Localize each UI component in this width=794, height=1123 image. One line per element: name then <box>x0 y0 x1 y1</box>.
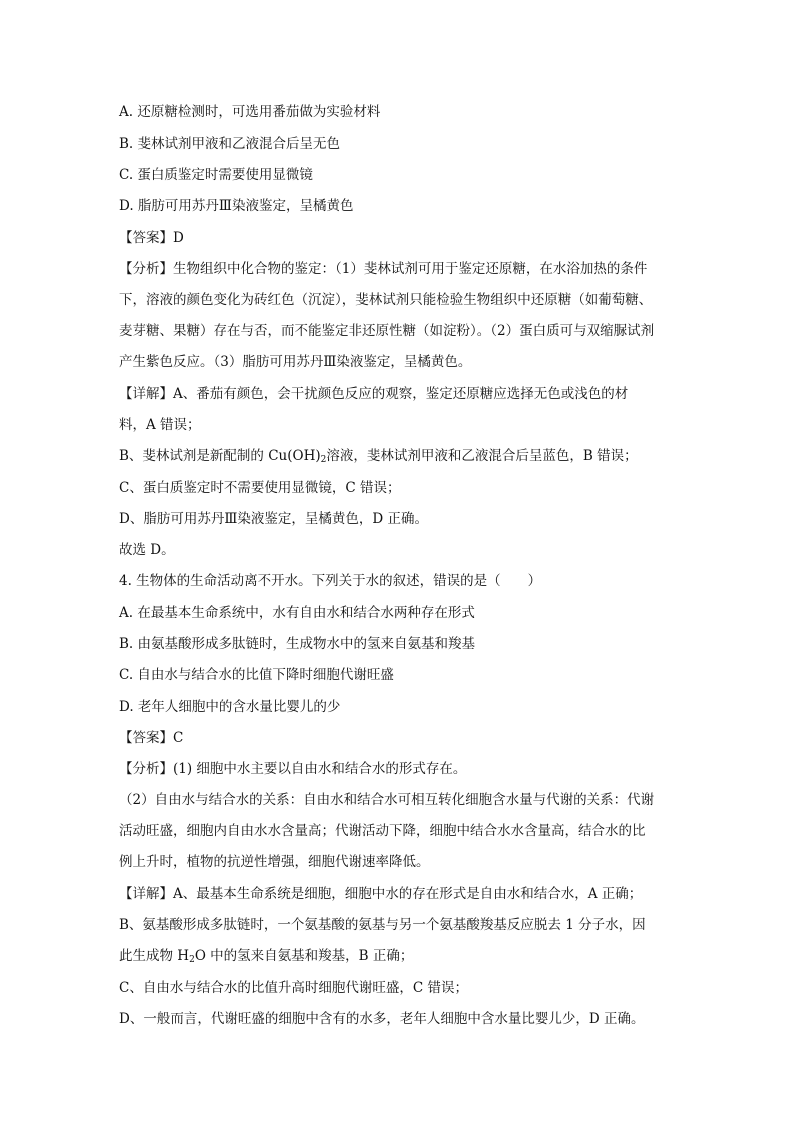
q4-detail-line: B、氨基酸形成多肽链时，一个氨基酸的氨基与另一个氨基酸羧基反应脱去 1 分子水，因 <box>119 917 646 933</box>
q3-detail-line: 料，A 错误； <box>119 417 201 433</box>
q3-detail-line: C、蛋白质鉴定时不需要使用显微镜，C 错误； <box>119 480 401 496</box>
q4-analysis-line: 活动旺盛，细胞内自由水水含量高；代谢活动下降，细胞中结合水水含量高，结合水的比 <box>119 823 646 839</box>
q4-stem: 4. 生物体的生命活动离不开水。下列关于水的叙述，错误的是（ ） <box>119 573 542 589</box>
q4-detail-3-subscript: 2 <box>189 955 195 965</box>
q4-detail-line-h2o <box>119 946 413 970</box>
q3-analysis-line: 【分析】生物组织中化合物的鉴定：（1）斐林试剂可用于鉴定还原糖，在水浴加热的条件 <box>119 261 648 277</box>
q3-detail-b-post: 溶液，斐林试剂甲液和乙液混合后呈蓝色，B 错误； <box>326 448 638 464</box>
q4-analysis-line: 例上升时，植物的抗逆性增强，细胞代谢速率降低。 <box>119 854 430 870</box>
q4-detail-line: C、自由水与结合水的比值升高时细胞代谢旺盛，C 错误； <box>119 980 468 996</box>
q3-detail-b-subscript: 2 <box>320 455 327 465</box>
q4-detail-3-pre: 此生成物 H <box>119 948 190 964</box>
q4-analysis-line: （2）自由水与结合水的关系：自由水和结合水可相互转化细胞含水量与代谢的关系：代谢 <box>119 792 655 808</box>
q3-conclusion: 故选 D。 <box>119 542 175 558</box>
q3-detail-b-pre: B、斐林试剂是新配制的 Cu(OH) <box>119 448 321 464</box>
q4-detail-3-post: O 中的氢来自氨基和羧基，B 正确； <box>194 948 414 964</box>
q3-option-c: C. 蛋白质鉴定时需要使用显微镜 <box>119 167 313 183</box>
q3-analysis-line: 下，溶液的颜色变化为砖红色（沉淀），斐林试剂只能检验生物组织中还原糖（如葡萄糖、 <box>119 292 653 308</box>
q4-option-b: B. 由氨基酸形成多肽链时，生成物水中的氢来自氨基和羧基 <box>119 636 476 652</box>
q4-option-a: A. 在最基本生命系统中，水有自由水和结合水两种存在形式 <box>119 605 475 621</box>
q4-detail-line: D、一般而言，代谢旺盛的细胞中含有的水多，老年人细胞中含水量比婴儿少，D 正确。 <box>119 1011 645 1027</box>
q3-answer: 【答案】D <box>119 230 184 246</box>
q3-detail-line: D、脂肪可用苏丹Ⅲ染液鉴定，呈橘黄色，D 正确。 <box>119 511 428 527</box>
q4-answer: 【答案】C <box>119 730 184 746</box>
q4-detail-line: 【详解】A、最基本生命系统是细胞，细胞中水的存在形式是自由水和结合水，A 正确； <box>119 886 643 902</box>
q3-option-b: B. 斐林试剂甲液和乙液混合后呈无色 <box>119 136 341 152</box>
q3-option-a: A. 还原糖检测时，可选用番茄做为实验材料 <box>119 104 381 120</box>
q3-analysis-line: 麦芽糖、果糖）存在与否，而不能鉴定非还原性糖（如淀粉）。（2）蛋白质可与双缩脲试剂 <box>119 323 655 339</box>
q4-analysis-line: 【分析】(1) 细胞中水主要以自由水和结合水的形式存在。 <box>119 761 467 777</box>
q4-option-c: C. 自由水与结合水的比值下降时细胞代谢旺盛 <box>119 667 394 683</box>
q3-analysis-line: 产生紫色反应。（3）脂肪可用苏丹Ⅲ染液鉴定，呈橘黄色。 <box>119 354 472 370</box>
q3-detail-line-b <box>119 446 638 470</box>
q3-option-d: D. 脂肪可用苏丹Ⅲ染液鉴定，呈橘黄色 <box>119 198 354 214</box>
q3-detail-line: 【详解】A、番茄有颜色，会干扰颜色反应的观察，鉴定还原糖应选择无色或浅色的材 <box>119 386 629 402</box>
q4-option-d: D. 老年人细胞中的含水量比婴儿的少 <box>119 699 341 715</box>
